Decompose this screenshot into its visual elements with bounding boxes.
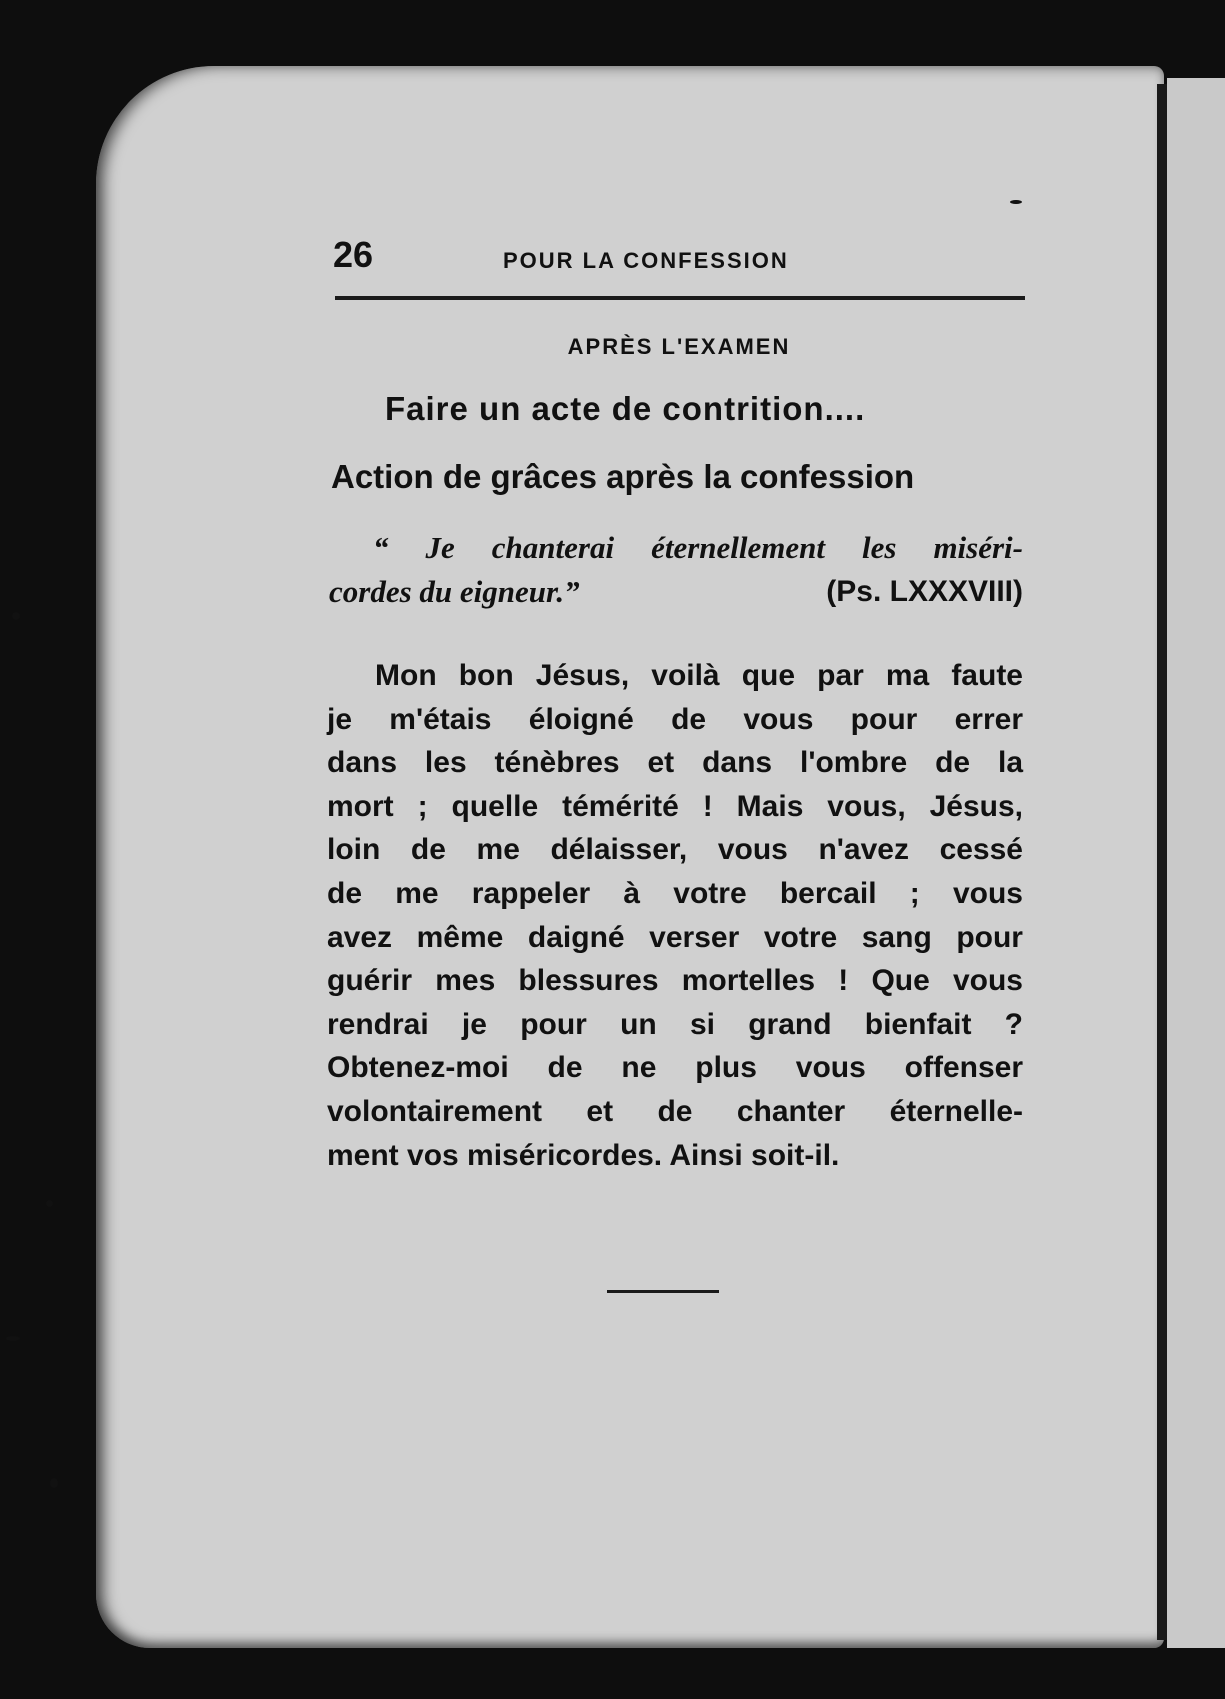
psalm-reference: (Ps. LXXXVIII) bbox=[826, 575, 1023, 608]
closing-rule bbox=[607, 1290, 719, 1293]
prayer-line: Mon bon Jésus, voilà que par ma faute bbox=[375, 659, 1023, 692]
prayer-line: ment vos miséricordes. Ainsi soit-il. bbox=[327, 1138, 840, 1172]
epigraph-line: “ Je chanterai éternellement les miséri- bbox=[373, 530, 1023, 565]
epigraph-quote bbox=[325, 526, 1023, 614]
prayer-line: loin de me délaisser, vous n'avez cessé bbox=[327, 833, 1023, 867]
prayer-line: rendrai je pour un si grand bienfait ? bbox=[327, 1007, 1023, 1041]
section-label: APRÈS L'EXAMEN bbox=[567, 334, 791, 359]
heading-contrition: Faire un acte de contrition.... bbox=[385, 390, 866, 427]
running-title: POUR LA CONFESSION bbox=[503, 248, 789, 273]
heading-thanksgiving: Action de grâces après la confession bbox=[331, 458, 915, 495]
prayer-line: je m'étais éloigné de vous pour errer bbox=[327, 702, 1023, 736]
epigraph-line: cordes du eigneur.” bbox=[329, 574, 580, 609]
prayer-line: guérir mes blessures mortelles ! Que vous bbox=[327, 964, 1023, 998]
page-text bbox=[325, 226, 1023, 1177]
facing-page-edge bbox=[1167, 78, 1225, 1648]
running-head bbox=[325, 226, 1015, 282]
header-rule bbox=[335, 296, 1025, 300]
prayer-line: mort ; quelle témérité ! Mais vous, Jésus, bbox=[327, 789, 1023, 823]
prayer-paragraph bbox=[325, 654, 1023, 1177]
page-number: 26 bbox=[333, 234, 374, 275]
prayer-line: Obtenez-moi de ne plus vous offenser bbox=[327, 1051, 1023, 1085]
gutter-shadow bbox=[1157, 84, 1167, 1640]
prayer-line: dans les ténèbres et dans l'ombre de la bbox=[327, 746, 1023, 780]
prayer-line: avez même daigné verser votre sang pour bbox=[327, 920, 1023, 954]
prayer-line: volontairement et de chanter éternelle- bbox=[327, 1094, 1023, 1128]
prayer-line: de me rappeler à votre bercail ; vous bbox=[327, 876, 1023, 910]
